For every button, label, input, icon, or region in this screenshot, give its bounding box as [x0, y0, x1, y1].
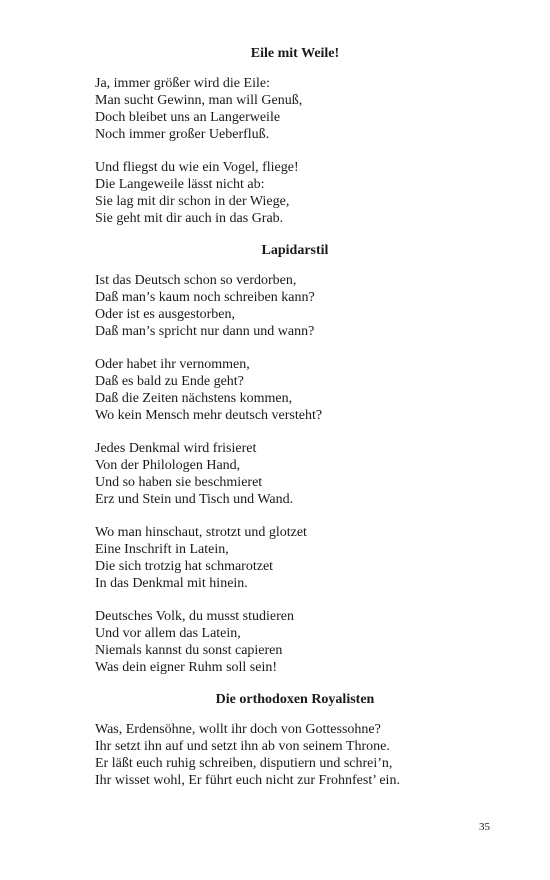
- verse-line: Wo kein Mensch mehr deutsch versteht?: [95, 408, 323, 423]
- verse-line: Deutsches Volk, du musst studieren: [95, 609, 294, 624]
- page-number: 35: [479, 821, 490, 833]
- verse-line: Oder habet ihr vernommen,: [95, 357, 250, 372]
- verse-line: Jedes Denkmal wird frisieret: [95, 441, 257, 456]
- verse-line: Und so haben sie beschmieret: [95, 475, 263, 490]
- stanza: [95, 159, 495, 227]
- page-content: [95, 44, 495, 789]
- verse-line: Niemals kannst du sonst capieren: [95, 643, 283, 658]
- verse-line: Ist das Deutsch schon so verdorben,: [95, 273, 297, 288]
- stanza: [95, 440, 495, 508]
- verse-line: Noch immer großer Ueberfluß.: [95, 127, 270, 142]
- verse-line: Was dein eigner Ruhm soll sein!: [95, 660, 278, 675]
- stanza: [95, 608, 495, 676]
- verse-line: Oder ist es ausgestorben,: [95, 307, 235, 322]
- stanza: [95, 524, 495, 592]
- verse-line: Doch bleibet uns an Langerweile: [95, 110, 281, 125]
- stanza: [95, 75, 495, 143]
- stanza: [95, 272, 495, 340]
- poem-title: Eile mit Weile!: [250, 46, 340, 61]
- verse-line: Und fliegst du wie ein Vogel, fliege!: [95, 160, 299, 175]
- poem-title: Die orthodoxen Royalisten: [215, 692, 375, 707]
- verse-line: Man sucht Gewinn, man will Genuß,: [95, 93, 303, 108]
- verse-line: Daß man’s kaum noch schreiben kann?: [95, 290, 315, 305]
- verse-line: Ihr setzt ihn auf und setzt ihn ab von seinem Throne.: [95, 739, 390, 754]
- poem-title: Lapidarstil: [261, 243, 329, 258]
- verse-line: Sie geht mit dir auch in das Grab.: [95, 211, 284, 226]
- poem-body: [95, 721, 495, 789]
- verse-line: Daß es bald zu Ende geht?: [95, 374, 244, 389]
- stanza: [95, 356, 495, 424]
- verse-line: Sie lag mit dir schon in der Wiege,: [95, 194, 290, 209]
- verse-line: Was, Erdensöhne, wollt ihr doch von Gottessohne?: [95, 722, 381, 737]
- verse-line: Wo man hinschaut, strotzt und glotzet: [95, 525, 307, 540]
- verse-line: Eine Inschrift in Latein,: [95, 542, 229, 557]
- poem-body: [95, 75, 495, 227]
- verse-line: In das Denkmal mit hinein.: [95, 576, 248, 591]
- verse-line: Er läßt euch ruhig schreiben, disputiern und schrei’n,: [95, 756, 393, 771]
- verse-line: Die sich trotzig hat schmarotzet: [95, 559, 274, 574]
- verse-line: Daß die Zeiten nächstens kommen,: [95, 391, 293, 406]
- verse-line: Und vor allem das Latein,: [95, 626, 241, 641]
- verse-line: Die Langeweile lässt nicht ab:: [95, 177, 265, 192]
- verse-line: Von der Philologen Hand,: [95, 458, 241, 473]
- verse-line: Erz und Stein und Tisch und Wand.: [95, 492, 294, 507]
- poem-body: [95, 272, 495, 676]
- verse-line: Ja, immer größer wird die Eile:: [95, 76, 270, 91]
- stanza: [95, 721, 495, 789]
- verse-line: Ihr wisset wohl, Er führt euch nicht zur Frohnfest’ ein.: [95, 773, 400, 788]
- verse-line: Daß man’s spricht nur dann und wann?: [95, 324, 315, 339]
